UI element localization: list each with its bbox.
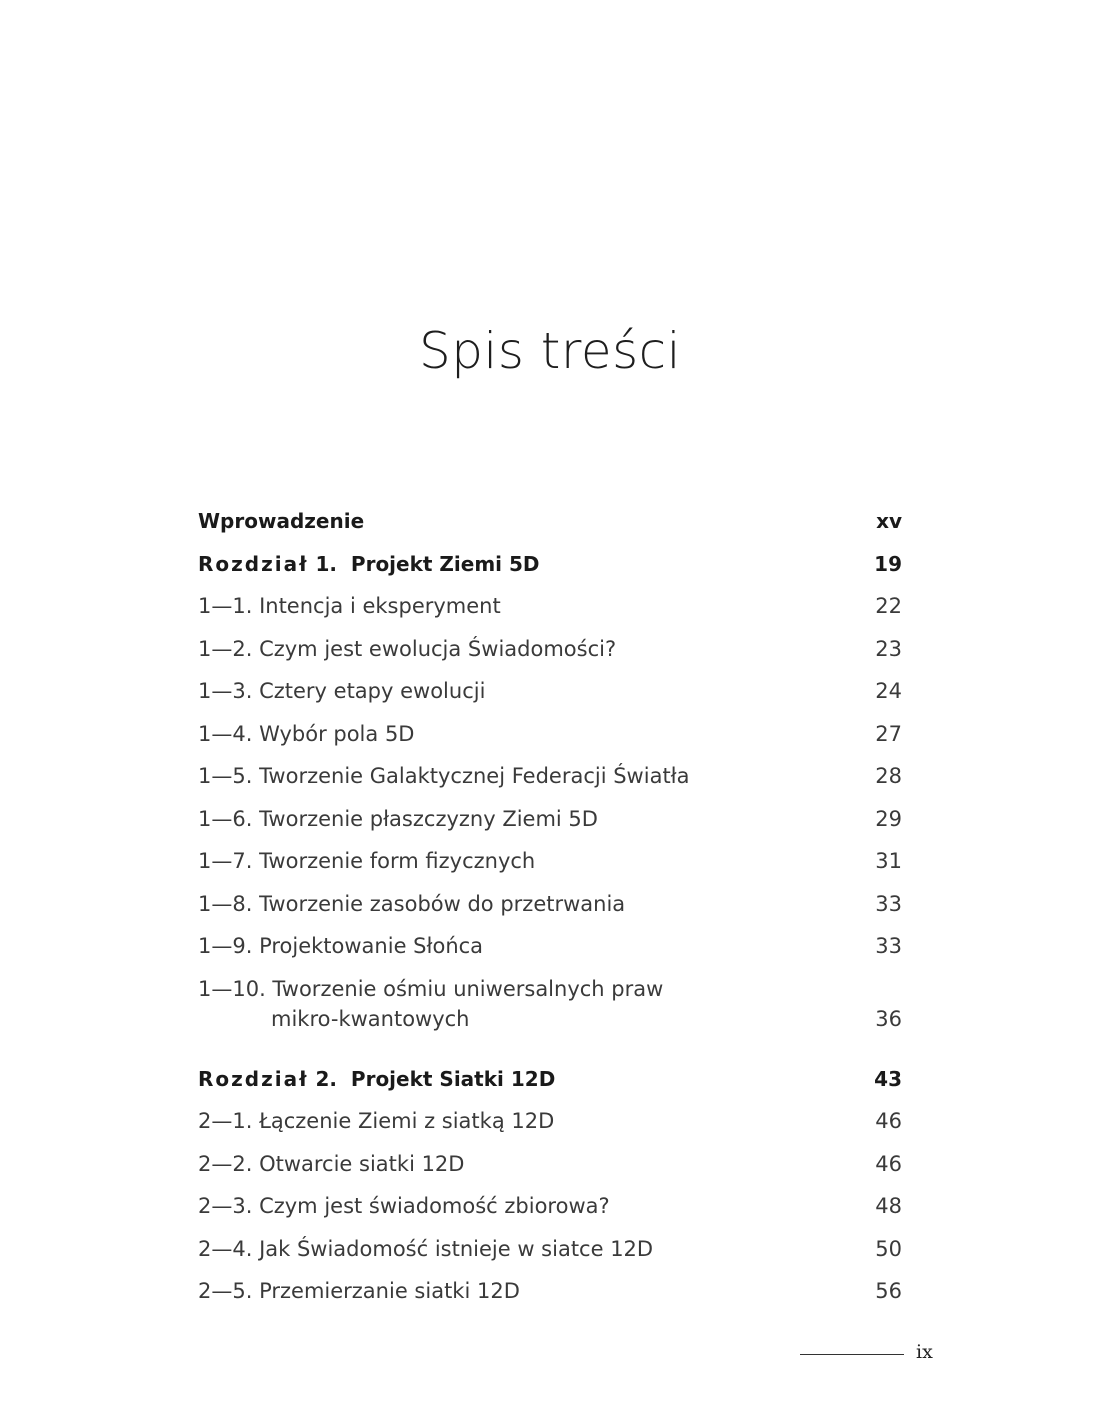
toc-entry[interactable] xyxy=(198,585,902,628)
toc-entry[interactable] xyxy=(198,628,902,671)
toc-entry[interactable] xyxy=(198,798,902,841)
toc-entry[interactable] xyxy=(198,1270,902,1313)
toc-entry-label: 1—5. Tworzenie Galaktycznej Federacji Światła xyxy=(198,764,690,788)
toc-entry[interactable] xyxy=(198,1143,902,1186)
toc-chapter-1[interactable] xyxy=(198,543,902,586)
toc-entry-label: 2—3. Czym jest świadomość zbiorowa? xyxy=(198,1194,610,1218)
toc-entry-page: 24 xyxy=(875,679,902,703)
toc-entry-page: 33 xyxy=(875,891,902,916)
toc-entry-page: 23 xyxy=(875,636,902,661)
toc-entry[interactable] xyxy=(198,755,902,798)
toc-entry[interactable] xyxy=(198,1185,902,1228)
toc-entry[interactable] xyxy=(198,1100,902,1143)
section-gap xyxy=(198,1040,902,1058)
toc-entry-page: 43 xyxy=(874,1066,902,1091)
toc-entry[interactable] xyxy=(198,840,902,883)
toc-entry-label: 1—3. Cztery etapy ewolucji xyxy=(198,679,486,703)
toc-entry-introduction[interactable] xyxy=(198,500,902,543)
toc-entry-page: 48 xyxy=(875,1194,902,1218)
toc-entry-label: 2—1. Łączenie Ziemi z siatką 12D xyxy=(198,1109,555,1133)
toc-entry[interactable] xyxy=(198,925,902,968)
toc-entry-page: 56 xyxy=(875,1279,902,1303)
toc-entry-label: 1—6. Tworzenie płaszczyzny Ziemi 5D xyxy=(198,806,598,831)
toc-entry-page: 50 xyxy=(875,1236,902,1261)
toc-entry-label: 2. Projekt Siatki 12D xyxy=(308,1066,556,1091)
toc-entry-label: 1—2. Czym jest ewolucja Świadomości? xyxy=(198,636,617,661)
toc-entry-label: 1. Projekt Ziemi 5D xyxy=(308,551,540,576)
toc-entry-page: 31 xyxy=(875,849,902,873)
toc-entry-label: 2—4. Jak Świadomość istnieje w siatce 12D xyxy=(198,1236,654,1261)
toc-chapter-prefix: Rozdział xyxy=(198,1066,309,1091)
toc-entry-label: 2—2. Otwarcie siatki 12D xyxy=(198,1151,465,1176)
page-number: ix xyxy=(916,1341,933,1363)
toc-chapter-prefix: Rozdział xyxy=(198,551,309,576)
toc-entry-page: 29 xyxy=(875,806,902,831)
toc-entry[interactable] xyxy=(198,883,902,926)
toc-entry-page: 22 xyxy=(875,594,902,618)
toc-entry-label: 1—7. Tworzenie form fizycznych xyxy=(198,849,536,873)
toc-entry-page: 36 xyxy=(875,1006,902,1031)
toc-entry-page: 46 xyxy=(875,1109,902,1133)
toc-entry[interactable] xyxy=(198,670,902,713)
toc-entry-label: 1—4. Wybór pola 5D xyxy=(198,721,415,746)
toc-entry[interactable] xyxy=(198,713,902,756)
toc-entry-label: 1—1. Intencja i eksperyment xyxy=(198,594,501,618)
toc-entry-page: 19 xyxy=(874,551,902,576)
toc-entry-page: 27 xyxy=(875,721,902,746)
folio-rule xyxy=(800,1354,904,1355)
toc-entry-page: 28 xyxy=(875,764,902,788)
toc-entry-page: xv xyxy=(876,509,902,533)
toc-entry-label-continued: mikro-kwantowych xyxy=(271,1006,470,1031)
toc-entry-label: 1—9. Projektowanie Słońca xyxy=(198,934,484,958)
toc-entry-label: 1—10. Tworzenie ośmiu uniwersalnych praw xyxy=(198,976,664,1001)
toc-entry-label: 2—5. Przemierzanie siatki 12D xyxy=(198,1279,520,1303)
table-of-contents xyxy=(198,500,902,1313)
toc-entry-label: Wprowadzenie xyxy=(198,509,365,533)
toc-chapter-2[interactable] xyxy=(198,1058,902,1101)
toc-entry-page: 46 xyxy=(875,1151,902,1176)
toc-entry[interactable] xyxy=(198,1228,902,1271)
toc-entry-label: 1—8. Tworzenie zasobów do przetrwania xyxy=(198,891,626,916)
page-title: Spis treści xyxy=(418,322,682,380)
toc-entry-page: 33 xyxy=(875,934,902,958)
toc-entry[interactable] xyxy=(198,968,902,1040)
